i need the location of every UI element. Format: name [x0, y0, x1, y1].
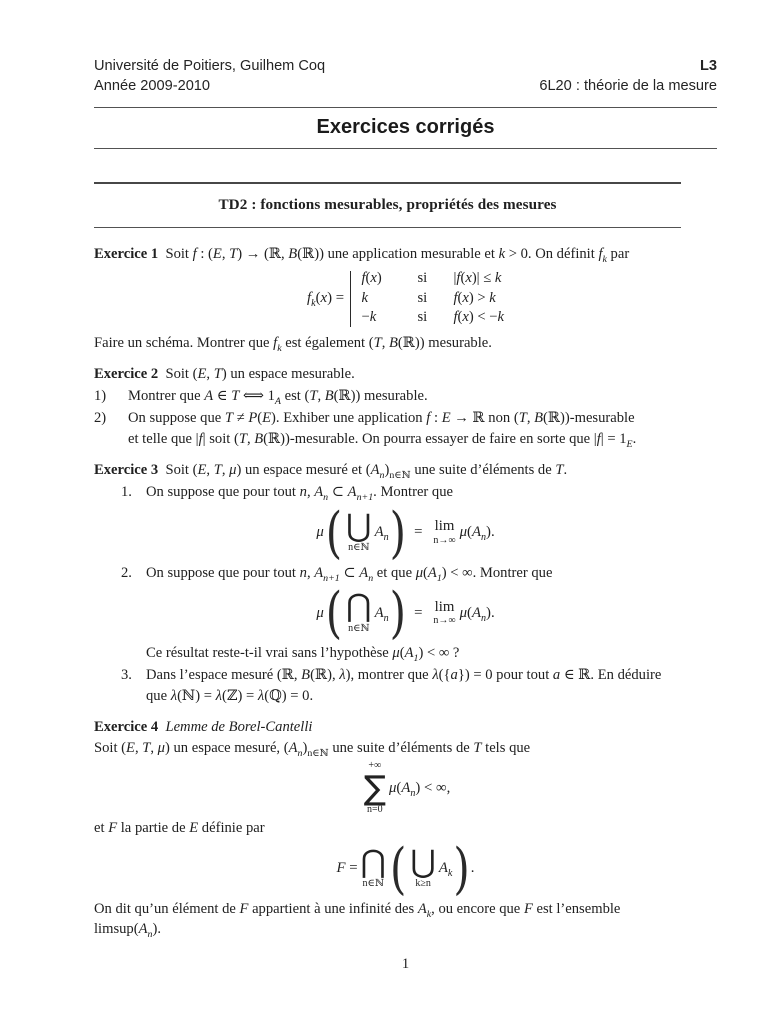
header-right [539, 56, 717, 96]
limit-operator [433, 600, 455, 627]
union-operator [346, 507, 372, 554]
cases-lhs: $f_k(x)$ = [306, 290, 345, 309]
exercise-3-item-2 [121, 563, 717, 584]
item-body: Montrer que A ∈ T ⟺ $1_A$ est (T, B(ℝ)) mesurable. [128, 388, 428, 407]
case-value: k [361, 289, 368, 306]
item-label: 2) [94, 410, 107, 426]
item-label: 3. [121, 667, 132, 683]
case-condition: f(x) < −k [453, 309, 504, 326]
section-title: TD2 : fonctions mesurables, propriétés des mesures [218, 196, 557, 213]
sum-glyph: ∑ [363, 767, 386, 807]
mu-symbol: μ [316, 604, 324, 621]
level-label: L3 [699, 58, 717, 74]
document-header [94, 56, 717, 96]
item-body: Dans l’espace mesuré (ℝ, B(ℝ), λ), montrer que λ({a}) = 0 pour tout a ∈ ℝ. En déduire que λ(ℕ) = λ(ℤ) = λ(ℚ) = 0. [146, 667, 662, 704]
sum-term: $\mu(A_n)$ < ∞, [388, 779, 451, 799]
exercise-3-item-2-note: Ce résultat reste-t-il vrai sans l’hypothèse $\mu(A_1)$ < ∞ ? [146, 645, 460, 664]
header-left [94, 56, 325, 96]
union-glyph: ⋃ [346, 507, 372, 544]
sum-overscript: +∞ [368, 759, 382, 771]
case-condition: |f(x)| ≤ k [453, 270, 502, 287]
lim-glyph: lim [434, 598, 455, 615]
exercise-4-intro: Exercice 4 Lemme de Borel-Cantelli [94, 719, 313, 735]
limit-term: $\mu(A_n)$. [459, 604, 495, 624]
lim-glyph: lim [434, 518, 455, 535]
exercise-3-equation-union-limit [94, 499, 717, 565]
big-right-paren: ) [389, 580, 407, 645]
academic-year-line: Année 2009-2010 [94, 78, 211, 94]
exercise-4-sum-equation [94, 761, 717, 815]
exercise-2-item-2 [94, 408, 717, 449]
limsup-lhs: F = [336, 860, 358, 876]
exercise-4-line3: On dit qu’un élément de F appartient à une infinité des $A_k$, ou encore que F est l’ensemble [94, 900, 621, 920]
sum-underscript: n=0 [366, 804, 383, 816]
item-body: On suppose que pour tout n, $A_n$ ⊂ $A_{n+1}$. Montrer que [146, 484, 453, 503]
document-title: Exercices corrigés [316, 116, 495, 138]
case-value: f(x) [361, 270, 382, 287]
intersection-glyph: ⋂ [346, 588, 372, 625]
equals-sign: = [414, 524, 423, 540]
union-term: $A_n$ [374, 524, 389, 543]
exercise-1-outro: Faire un schéma. Montrer que $f_k$ est également (T, B(ℝ)) mesurable. [94, 334, 492, 354]
case-condition: f(x) > k [453, 289, 496, 306]
horizontal-rule-section-top [94, 182, 681, 184]
section-title-box [94, 182, 681, 228]
big-right-paren: ) [453, 835, 470, 901]
exercise-4-line4: $limsup(A_n)$. [94, 921, 161, 940]
operator-underscript: n∈ℕ [348, 622, 370, 634]
intersection-term: $A_n$ [374, 604, 389, 624]
case-value: −k [361, 309, 377, 326]
item-body: On suppose que pour tout n, $A_{n+1}$ ⊂ $A_n$ et que $\mu(A_1)$ < ∞. Montrer que [146, 564, 553, 584]
limit-term: $\mu(A_n)$. [459, 524, 495, 543]
horizontal-rule-section-bottom [94, 227, 681, 228]
big-right-paren: ) [389, 499, 407, 565]
course-label: 6L20 : théorie de la mesure [539, 78, 717, 94]
mu-symbol: μ [316, 524, 324, 540]
operator-underscript: n∈ℕ [348, 542, 370, 554]
exercise-2-intro: Exercice 2 Soit (E, T) un espace mesurable. [94, 366, 355, 382]
union-glyph: ⋃ [410, 843, 436, 880]
exercise-1-cases-equation [94, 269, 717, 329]
exercise-3-item-1 [121, 482, 717, 503]
union-operator [410, 843, 436, 890]
sum-operator [364, 761, 386, 815]
intersection-operator [346, 588, 372, 634]
big-left-paren: ( [325, 580, 343, 645]
exercise-3-item-3 [121, 665, 717, 706]
intersection-operator [360, 843, 387, 890]
intersection-glyph: ⋂ [360, 843, 387, 880]
operator-underscript: k≥n [415, 878, 431, 890]
exercise-3-intro: Exercice 3 Soit (E, T, μ) un espace mesuré et $(A_n)_{n\in ℕ}$ une suite d’éléments de T. [94, 462, 568, 481]
limit-operator [433, 519, 455, 546]
big-left-paren: ( [325, 499, 343, 565]
case-si-label: si [417, 270, 428, 287]
case-si-label: si [417, 289, 428, 306]
equation-period: . [470, 860, 475, 876]
limit-underscript: n→∞ [433, 615, 456, 627]
operator-underscript: n∈ℕ [362, 878, 385, 890]
big-left-paren: ( [390, 835, 407, 901]
exercise-3-equation-intersection-limit [94, 580, 717, 645]
case-si-label: si [417, 309, 428, 326]
exercise-4-line2: et F la partie de E définie par [94, 820, 265, 836]
university-author-line: Université de Poitiers, Guilhem Coq [94, 58, 326, 74]
union-term: $A_k$ [438, 860, 453, 879]
item-body: On suppose que T ≠ P(E). Exhiber une application f : E → ℝ non (T, B(ℝ))-mesurable et telle que |f| soit (T, B(ℝ))-mesurable. On pourra essayer de faire en sorte que $|f| = 1_E$. [128, 410, 637, 450]
cases-rows [361, 269, 504, 328]
item-label: 2. [121, 564, 132, 581]
page-number: 1 [401, 955, 410, 972]
exercise-1-intro: Exercice 1 Soit f : (E, T) → (ℝ, B(ℝ)) une application mesurable et k > 0. On définit $f_k$ par [94, 246, 630, 265]
item-label: 1) [94, 388, 107, 404]
item-label: 1. [121, 484, 132, 500]
exercise-4-line1: Soit (E, T, μ) un espace mesuré, $(A_n)_{n\in ℕ}$ une suite d’éléments de T tels que [94, 739, 531, 759]
limit-underscript: n→∞ [433, 534, 456, 546]
horizontal-rule-title [94, 148, 717, 149]
exercise-4-limsup-equation [94, 835, 717, 901]
equals-sign: = [414, 604, 423, 621]
horizontal-rule-header [94, 107, 717, 108]
cases-vertical-bar [350, 271, 351, 327]
exercise-2-item-1 [94, 386, 717, 407]
